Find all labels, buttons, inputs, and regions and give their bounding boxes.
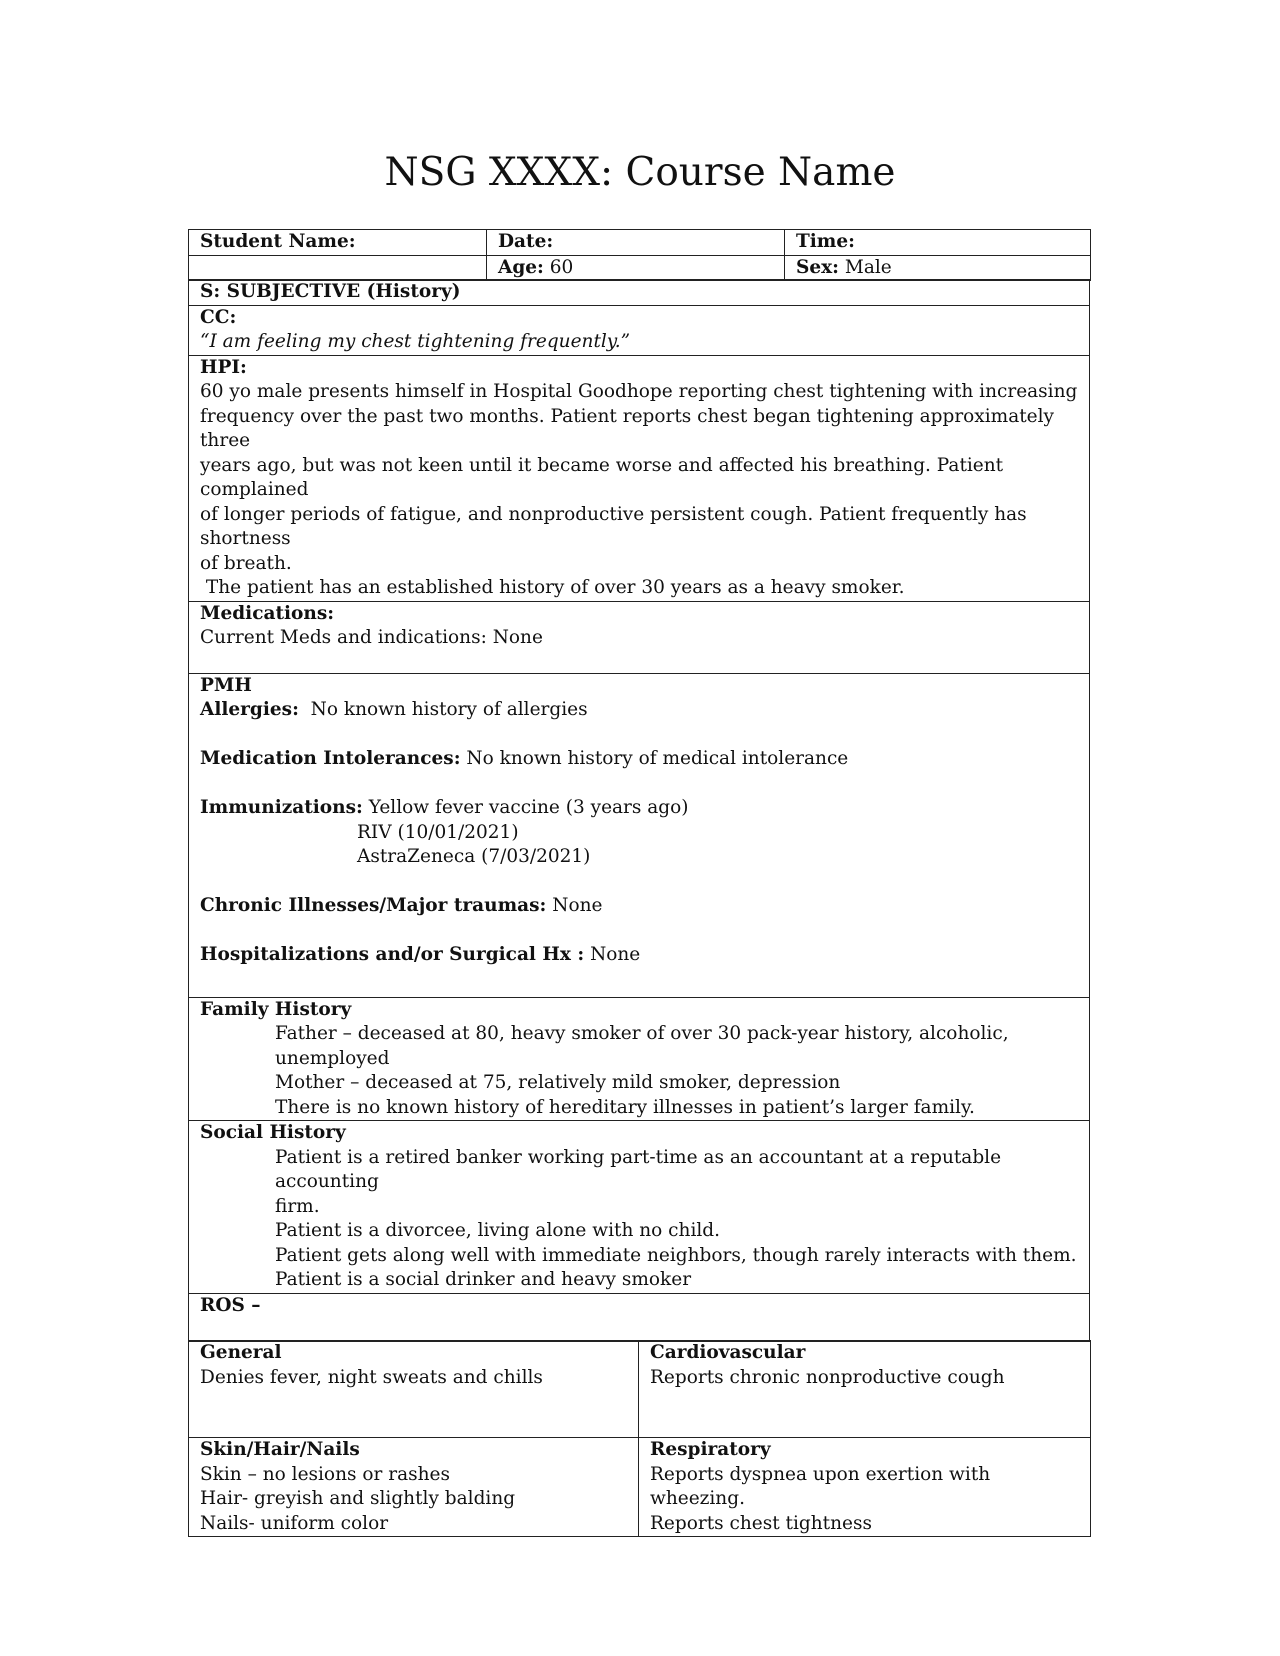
- cc-cell[interactable]: [189, 305, 1090, 355]
- chronic-line: [200, 894, 1078, 919]
- ros-cardiovascular-line: Reports chronic nonproductive cough: [650, 1366, 1005, 1388]
- hpi-cell[interactable]: [189, 355, 1090, 601]
- family-history-cell[interactable]: [189, 997, 1090, 1121]
- header-row-2: [189, 255, 1091, 281]
- immunization-item: RIV (10/01/2021): [357, 821, 519, 843]
- header-table: [188, 229, 1091, 281]
- social-history-line: Patient is a divorcee, living alone with no child.: [275, 1220, 721, 1242]
- date-label: Date:: [498, 231, 554, 252]
- medications-cell[interactable]: [189, 601, 1090, 673]
- subjective-heading: S: SUBJECTIVE (History): [200, 281, 461, 303]
- time-cell[interactable]: [785, 230, 1091, 256]
- hpi-line: of breath.: [200, 552, 292, 574]
- ros-respiratory-label: Respiratory: [650, 1439, 771, 1461]
- ros-skin-line: Nails- uniform color: [200, 1512, 389, 1534]
- hosp-label: Hospitalizations and/or Surgical Hx :: [200, 944, 585, 966]
- cc-label: CC:: [200, 306, 237, 328]
- family-history-line: There is no known history of hereditary illnesses in patient’s larger family.: [275, 1096, 975, 1118]
- immunizations-label: Immunizations:: [200, 797, 363, 819]
- hpi-line: of longer periods of fatigue, and nonproductive persistent cough. Patient frequently has shortness: [200, 503, 1033, 550]
- social-history-line: Patient is a retired banker working part-time as an accountant at a reputable accounting: [275, 1146, 1007, 1193]
- medications-text: Current Meds and indications: None: [200, 627, 543, 649]
- immunization-item: Yellow fever vaccine (3 years ago): [368, 797, 689, 819]
- page-title: NSG XXXX: Course Name: [384, 150, 896, 195]
- social-history-line: firm.: [275, 1195, 320, 1217]
- student-name-label: Student Name:: [200, 231, 356, 252]
- sex-value: Male: [839, 256, 892, 278]
- hosp-value: None: [584, 944, 641, 966]
- date-cell[interactable]: [487, 230, 785, 256]
- social-history-line: Patient gets along well with immediate neighbors, though rarely interacts with them.: [275, 1244, 1077, 1266]
- social-history-label: Social History: [200, 1122, 346, 1144]
- intolerances-label: Medication Intolerances:: [200, 748, 461, 770]
- ros-label: ROS –: [200, 1294, 261, 1316]
- intolerances-value: No known history of medical intolerance: [460, 748, 849, 770]
- ros-respiratory-line: Reports dyspnea upon exertion with wheezing.: [650, 1463, 997, 1510]
- age-cell[interactable]: [487, 255, 785, 281]
- sex-label: Sex:: [796, 256, 839, 278]
- immunizations-line: [200, 796, 1078, 821]
- age-label: Age:: [498, 256, 544, 278]
- allergies-label: Allergies:: [200, 699, 299, 721]
- family-history-line: unemployed: [275, 1047, 390, 1069]
- ros-respiratory-line: Reports chest tightness: [650, 1512, 872, 1534]
- age-value: 60: [543, 256, 574, 278]
- ros-skin-line: Hair- greyish and slightly balding: [200, 1488, 516, 1510]
- chronic-value: None: [546, 895, 603, 917]
- intolerances-line: [200, 747, 1078, 772]
- hpi-line: years ago, but was not keen until it became worse and affected his breathing. Patient complained: [200, 454, 1009, 501]
- allergies-line: [200, 698, 1078, 723]
- ros-respiratory-cell[interactable]: [639, 1438, 1091, 1537]
- ros-cardiovascular-label: Cardiovascular: [650, 1342, 806, 1364]
- ros-general-label: General: [200, 1342, 282, 1364]
- cc-quote: “I am feeling my chest tightening frequently.”: [200, 331, 631, 353]
- ros-skin-label: Skin/Hair/Nails: [200, 1439, 360, 1461]
- social-history-line: Patient is a social drinker and heavy smoker: [275, 1269, 692, 1291]
- assessment-form: [188, 229, 1090, 1537]
- hosp-line: [200, 943, 1078, 968]
- family-history-line: Father – deceased at 80, heavy smoker of over 30 pack-year history, alcoholic,: [275, 1023, 1009, 1045]
- ros-skin-cell[interactable]: [189, 1438, 639, 1537]
- student-name-cell[interactable]: [189, 230, 487, 256]
- immunization-item: AstraZeneca (7/03/2021): [357, 846, 591, 868]
- header-row-1: [189, 230, 1091, 256]
- chronic-label: Chronic Illnesses/Major traumas:: [200, 895, 547, 917]
- ros-general-cell[interactable]: [189, 1341, 639, 1438]
- hpi-line: 60 yo male presents himself in Hospital Goodhope reporting chest tightening with increasing: [200, 381, 1078, 403]
- hpi-label: HPI:: [200, 356, 247, 378]
- ros-cardiovascular-cell[interactable]: [639, 1341, 1091, 1438]
- ros-cell[interactable]: [189, 1293, 1090, 1341]
- pmh-label: PMH: [200, 674, 252, 696]
- family-history-line: Mother – deceased at 75, relatively mild smoker, depression: [275, 1072, 841, 1094]
- social-history-cell[interactable]: [189, 1121, 1090, 1294]
- medications-label: Medications:: [200, 602, 335, 624]
- hpi-line: The patient has an established history of over 30 years as a heavy smoker.: [200, 577, 905, 599]
- sex-cell[interactable]: [785, 255, 1091, 281]
- family-history-label: Family History: [200, 998, 352, 1020]
- pmh-cell[interactable]: [189, 673, 1090, 997]
- ros-general-line: Denies fever, night sweats and chills: [200, 1366, 543, 1388]
- hpi-line: frequency over the past two months. Patient reports chest began tightening approximately three: [200, 405, 1060, 452]
- blank-cell[interactable]: [189, 255, 487, 281]
- allergies-value: No known history of allergies: [298, 699, 588, 721]
- subjective-table: [188, 279, 1090, 1342]
- time-label: Time:: [796, 231, 855, 252]
- ros-table: [188, 1340, 1091, 1537]
- ros-skin-line: Skin – no lesions or rashes: [200, 1463, 450, 1485]
- subjective-heading-cell: [189, 280, 1090, 306]
